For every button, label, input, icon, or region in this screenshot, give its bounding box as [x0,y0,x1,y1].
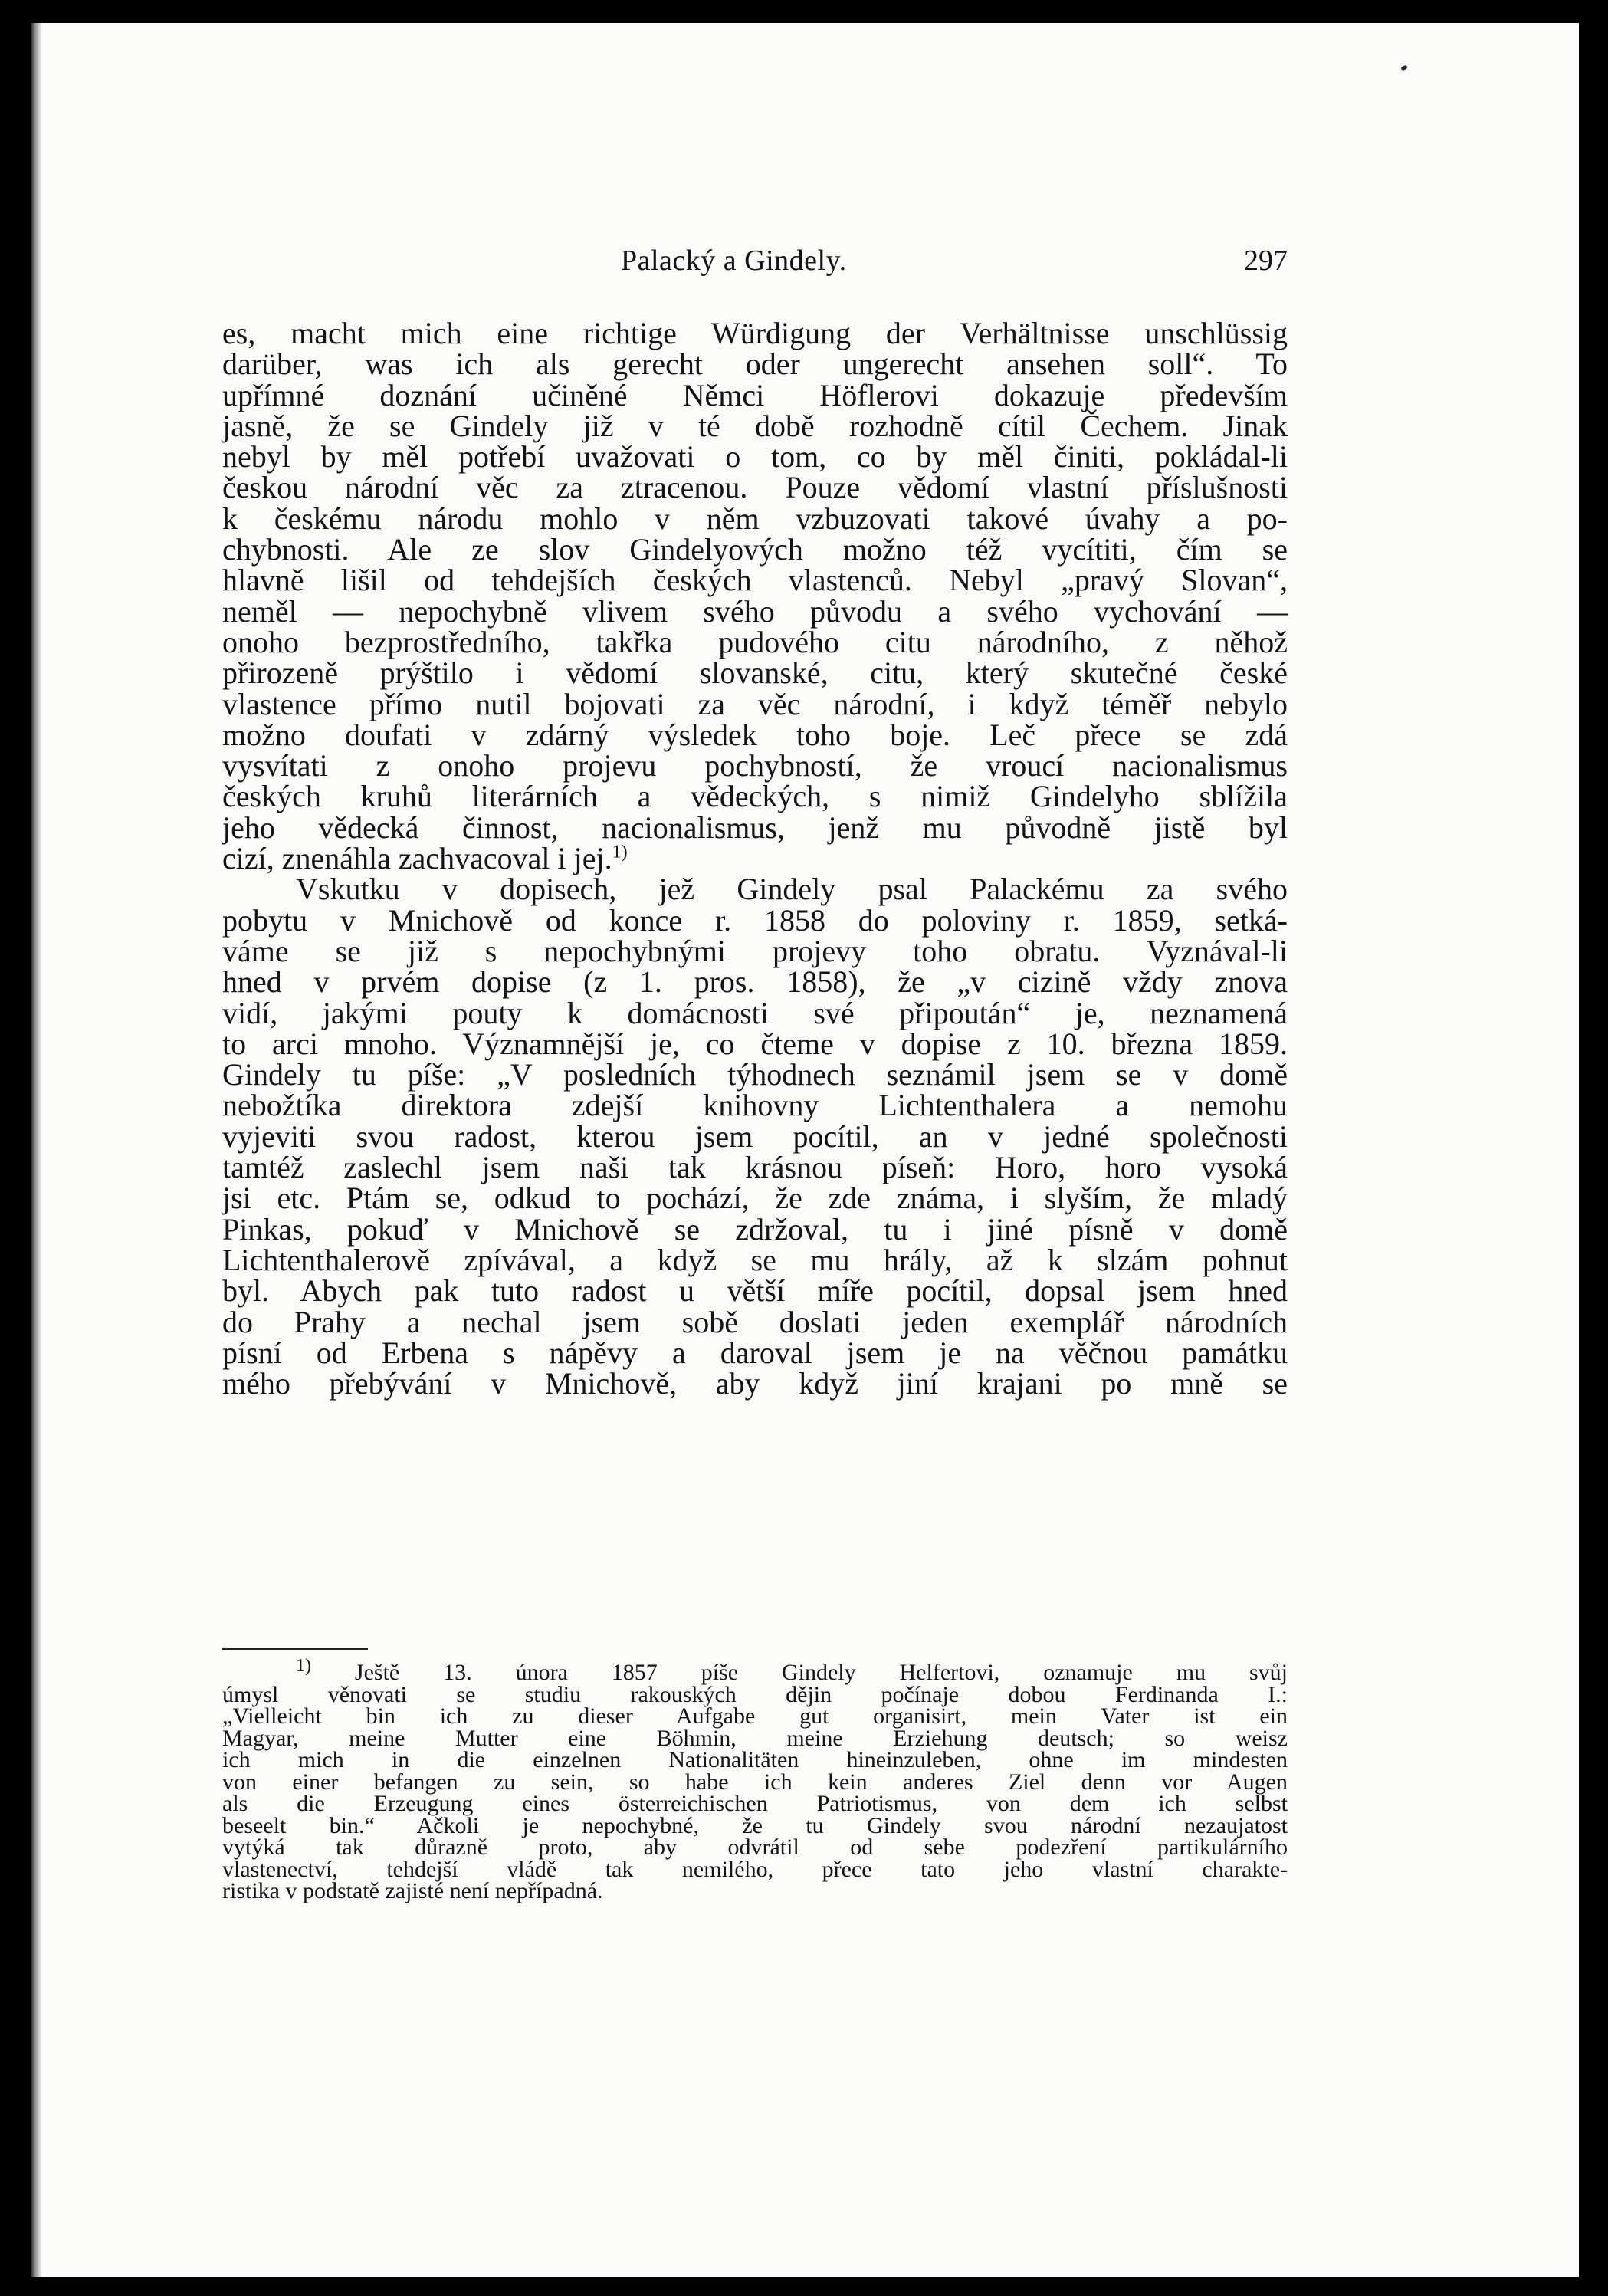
text-line: mého přebývání v Mnichově, aby když jiní krajani po mně se [222,1366,1288,1401]
footnote-line: úmysl věnovati se studiu rakouských dějin počínaje dobou Ferdinanda I.: [222,1681,1288,1707]
footnote-line: ristika v podstatě zajisté není nepřípadná. [222,1878,603,1903]
footnote-line: ich mich in die einzelnen Nationalitäten hineinzuleben, ohne im mindesten [222,1747,1288,1772]
text-line: pobytu v Mnichově od konce r. 1858 do poloviny r. 1859, setká- [222,902,1288,938]
text-line: vysvítati z onoho projevu pochybností, že vroucí nacionalismus [222,748,1288,783]
text-line: vlastence přímo nutil bojovati za věc národní, i když téměř nebylo [222,686,1288,721]
text-line: nebyl by měl potřebí uvažovati o tom, co by měl činiti, pokládal-li [222,439,1288,475]
text-line-content: cizí, znenáhla zachvacoval i jej. [222,841,612,876]
text-line: Pinkas, pokuď v Mnichově se zdržoval, tu i jiné písně v domě [222,1211,1288,1247]
footnote-divider [222,1648,368,1650]
footnote-line: vytýká tak důrazně proto, aby odvrátil od sebe podezření partikulárního [222,1835,1288,1860]
footnote-reference: 1) [612,842,628,862]
text-line: byl. Abych pak tuto radost u větší míře pocítil, dopsal jsem hned [222,1273,1288,1309]
text-line: vyjeviti svou radost, kterou jsem pocítil, an v jedné společnosti [222,1118,1288,1154]
text-line: chybnosti. Ale ze slov Gindelyových možno též vycítiti, čím se [222,532,1288,567]
text-line: jeho vědecká činnost, nacionalismus, jenž mu původně jistě byl [222,810,1288,845]
footnote-line: von einer befangen zu sein, so habe ich kein anderes Ziel denn vor Augen [222,1769,1288,1795]
footnote-marker: 1) [296,1656,311,1676]
text-line: es, macht mich eine richtige Würdigung der Verhältnisse unschlüssig [222,316,1288,350]
text-line: Gindely tu píše: „V posledních týhodnech seznámil jsem se v domě [222,1057,1288,1092]
footnote-line [222,1656,1288,1685]
text-line: Vskutku v dopisech, jež Gindely psal Palackému za svého [296,872,1288,907]
text-line: onoho bezprostředního, takřka pudového citu národního, z něhož [222,624,1288,659]
footnote-line: beseelt bin.“ Ačkoli je nepochybné, že tu Gindely svou národní nezaujatost [222,1812,1288,1838]
page-number: 297 [1244,245,1288,277]
text-line: přirozeně prýštilo i vědomí slovanské, citu, který skutečné české [222,655,1288,691]
text-line: možno doufati v zdárný výsledek toho boje. Leč přece se zdá [222,717,1288,752]
text-line [222,843,1288,874]
text-line: jsi etc. Ptám se, odkud to pochází, že zde známa, i slyším, že mladý [222,1181,1288,1216]
text-line: to arci mnoho. Významnější je, co čteme v dopise z 10. března 1859. [222,1026,1288,1061]
page-edge-shadow [31,23,41,2277]
footnote-line: Magyar, meine Mutter eine Böhmin, meine Erziehung deutsch; so weisz [222,1725,1288,1751]
text-line: do Prahy a nechal jsem sobě doslati jeden exemplář národních [222,1304,1288,1339]
text-line: českou národní věc za ztracenou. Pouze vědomí vlastní příslušnosti [222,470,1288,505]
text-line: hned v prvém dopise (z 1. pros. 1858), že „v cizině vždy znova [222,964,1288,1000]
text-line: váme se již s nepochybnými projevy toho obratu. Vyznával-li [222,933,1288,968]
footnote-line: „Vielleicht bin ich zu dieser Aufgabe gut organisirt, mein Vater ist ein [222,1703,1288,1729]
footnote [222,1656,1288,1903]
text-line: jasně, že se Gindely již v té době rozhodně cítil Čechem. Jinak [222,408,1288,443]
text-line: Lichtenthalerově zpívával, a když se mu hrály, až k slzám pohnut [222,1242,1288,1277]
text-line: tamtéž zaslechl jsem naši tak krásnou píseň: Horo, horo vysoká [222,1150,1288,1185]
text-line: hlavně lišil od tehdejších českých vlastenců. Nebyl „pravý Slovan“, [222,563,1288,598]
text-line: českých kruhů literárních a vědeckých, s nimiž Gindelyho sblížila [222,779,1288,814]
footnote-line-content: Ještě 13. února 1857 píše Gindely Helfertovi, oznamuje mu svůj [354,1660,1288,1685]
page-header [222,244,1288,290]
text-line: upřímné doznání učiněné Němci Höflerovi dokazuje především [222,377,1288,412]
text-line: k českému národu mohlo v něm vzbuzovati takové úvahy a po- [222,501,1288,536]
text-line: nebožtíka direktora zdejší knihovny Lichtenthalera a nemohu [222,1088,1288,1123]
text-line: darüber, was ich als gerecht oder ungerecht ansehen soll“. To [222,347,1288,382]
body-text [222,318,1288,1399]
text-line: neměl — nepochybně vlivem svého původu a svého vychování — [222,593,1288,629]
footnote-line: vlastenectví, tehdejší vládě tak nemilého, přece tato jeho vlastní charakte- [222,1856,1288,1882]
running-title: Palacký a Gindely. [621,245,847,277]
text-line: vidí, jakými pouty k domácnosti své připoután“ je, neznamená [222,995,1288,1030]
text-line: písní od Erbena s nápěvy a daroval jsem je na věčnou památku [222,1335,1288,1370]
footnote-line: als die Erzeugung eines österreichischen Patriotismus, von dem ich selbst [222,1791,1288,1816]
